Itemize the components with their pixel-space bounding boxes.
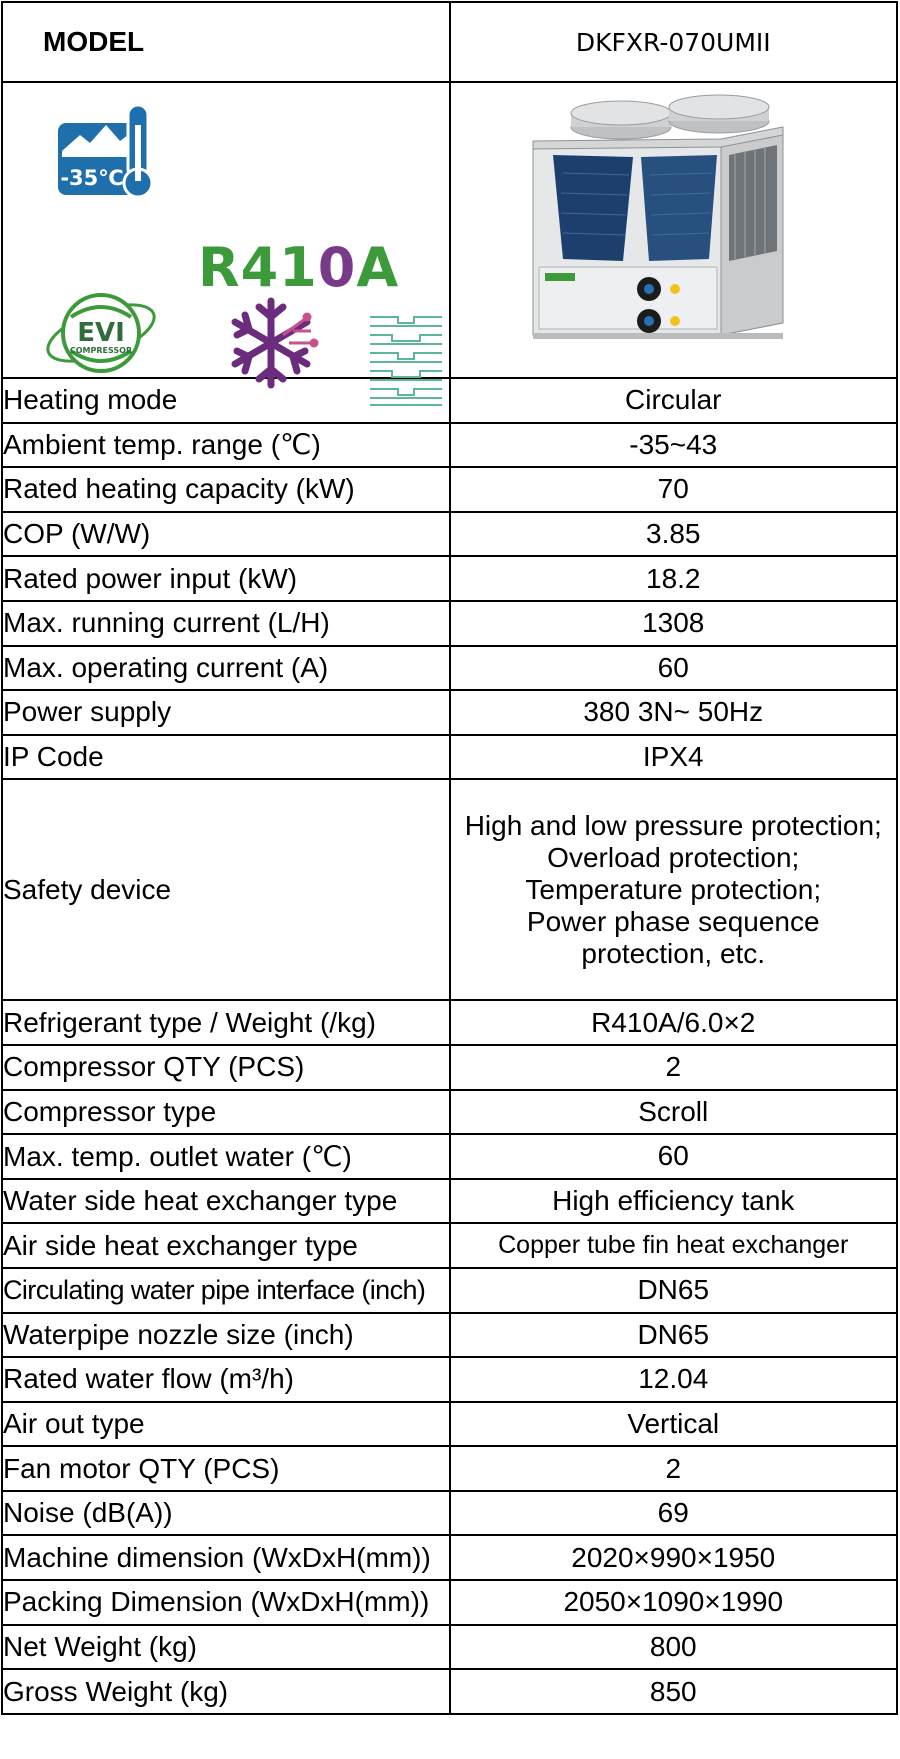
- spec-sheet: [1, 1, 898, 1715]
- spec-label: Fan motor QTY (PCS): [2, 1446, 450, 1491]
- spec-row: [2, 1223, 897, 1268]
- spec-row: [2, 1402, 897, 1447]
- image-row: [2, 82, 897, 378]
- spec-label: Max. operating current (A): [2, 646, 450, 691]
- spec-row: [2, 512, 897, 557]
- spec-row: [2, 1045, 897, 1090]
- spec-value: 60: [450, 646, 898, 691]
- spec-label: Rated power input (kW): [2, 556, 450, 601]
- spec-value: 70: [450, 467, 898, 512]
- spec-label: Power supply: [2, 690, 450, 735]
- refrigerant-logo: R410A: [198, 236, 400, 299]
- spec-label: Noise (dB(A)): [2, 1491, 450, 1536]
- spec-row: [2, 378, 897, 423]
- heat-pump-unit-drawing: [473, 83, 873, 377]
- safety-line: Temperature protection;: [525, 873, 822, 905]
- spec-label: Refrigerant type / Weight (/kg): [2, 1000, 450, 1045]
- spec-value: 850: [450, 1669, 898, 1714]
- spec-label: Compressor type: [2, 1090, 450, 1135]
- spec-label: Circulating water pipe interface (inch): [2, 1268, 450, 1313]
- safety-row: [2, 779, 897, 1000]
- spec-table: [1, 1, 898, 1715]
- safety-line: High and low pressure protection;: [464, 809, 882, 841]
- safety-label: Safety device: [2, 779, 450, 1000]
- spec-value: Scroll: [450, 1090, 898, 1135]
- spec-row: [2, 467, 897, 512]
- spec-row: [2, 1179, 897, 1224]
- heat-pump-unit-image: [473, 83, 873, 377]
- spec-label: Rated heating capacity (kW): [2, 467, 450, 512]
- spec-value: 1308: [450, 601, 898, 646]
- safety-line: Power phase sequence: [526, 905, 820, 937]
- spec-row: [2, 1625, 897, 1670]
- spec-value: 69: [450, 1491, 898, 1536]
- spec-label: Machine dimension (WxDxH(mm)): [2, 1535, 450, 1580]
- model-code: DKFXR-070UMII: [450, 2, 898, 82]
- spec-label: Gross Weight (kg): [2, 1669, 450, 1714]
- spec-label: Packing Dimension (WxDxH(mm)): [2, 1580, 450, 1625]
- spec-row: [2, 601, 897, 646]
- refrigerant-logo-globe: 0: [317, 236, 357, 299]
- feature-icons-cell: [2, 82, 450, 378]
- temp-badge-text: -35℃: [60, 166, 124, 190]
- product-image-cell: [450, 82, 898, 378]
- spec-value: 60: [450, 1134, 898, 1179]
- spec-row: [2, 1669, 897, 1714]
- spec-value: Circular: [450, 378, 898, 423]
- safety-line: Overload protection;: [547, 841, 800, 873]
- spec-label: IP Code: [2, 735, 450, 780]
- evi-compressor-icon: [41, 283, 167, 383]
- spec-value: -35~43: [450, 423, 898, 468]
- spec-value: 2: [450, 1446, 898, 1491]
- spec-value: High efficiency tank: [450, 1179, 898, 1224]
- spec-label: COP (W/W): [2, 512, 450, 557]
- spec-row: [2, 423, 897, 468]
- spec-label: Rated water flow (m³/h): [2, 1357, 450, 1402]
- spec-label: Waterpipe nozzle size (inch): [2, 1313, 450, 1358]
- spec-value: Vertical: [450, 1402, 898, 1447]
- spec-value: 2050×1090×1990: [450, 1580, 898, 1625]
- spec-value: 2: [450, 1045, 898, 1090]
- spec-row: [2, 1134, 897, 1179]
- spec-value: 18.2: [450, 556, 898, 601]
- header-row: [2, 2, 897, 82]
- spec-row: [2, 1535, 897, 1580]
- feature-icons: [3, 83, 499, 377]
- spec-row: [2, 690, 897, 735]
- spec-row: [2, 1313, 897, 1358]
- spec-value: 380 3N~ 50Hz: [450, 690, 898, 735]
- spec-label: Net Weight (kg): [2, 1625, 450, 1670]
- evi-logo-subtext: COMPRESSOR: [69, 346, 133, 355]
- spec-row: [2, 1357, 897, 1402]
- spec-value: R410A/6.0×2: [450, 1000, 898, 1045]
- spec-label: Water side heat exchanger type: [2, 1179, 450, 1224]
- spec-value: DN65: [450, 1313, 898, 1358]
- model-label: MODEL: [2, 2, 450, 82]
- heat-exchanger-icon: [368, 313, 444, 409]
- spec-value: IPX4: [450, 735, 898, 780]
- spec-value: Copper tube fin heat exchanger: [450, 1223, 898, 1268]
- spec-row: [2, 1000, 897, 1045]
- spec-row: [2, 1090, 897, 1135]
- spec-row: [2, 646, 897, 691]
- spec-value: DN65: [450, 1268, 898, 1313]
- safety-value: [450, 779, 898, 1000]
- spec-label: Air out type: [2, 1402, 450, 1447]
- spec-row: [2, 1580, 897, 1625]
- spec-value: 800: [450, 1625, 898, 1670]
- low-temperature-icon: [58, 105, 160, 199]
- spec-label: Air side heat exchanger type: [2, 1223, 450, 1268]
- spec-label: Max. temp. outlet water (℃): [2, 1134, 450, 1179]
- spec-value: 12.04: [450, 1357, 898, 1402]
- snowflake-icon: [223, 295, 319, 391]
- spec-value: 3.85: [450, 512, 898, 557]
- spec-label: Max. running current (L/H): [2, 601, 450, 646]
- spec-label: Ambient temp. range (℃): [2, 423, 450, 468]
- safety-line: protection, etc.: [581, 937, 766, 969]
- spec-row: [2, 1268, 897, 1313]
- spec-row: [2, 1491, 897, 1536]
- spec-row: [2, 735, 897, 780]
- spec-label: Compressor QTY (PCS): [2, 1045, 450, 1090]
- spec-row: [2, 1446, 897, 1491]
- spec-label: Heating mode: [2, 378, 450, 423]
- evi-logo-text: EVI: [77, 318, 125, 348]
- spec-value: 2020×990×1950: [450, 1535, 898, 1580]
- spec-row: [2, 556, 897, 601]
